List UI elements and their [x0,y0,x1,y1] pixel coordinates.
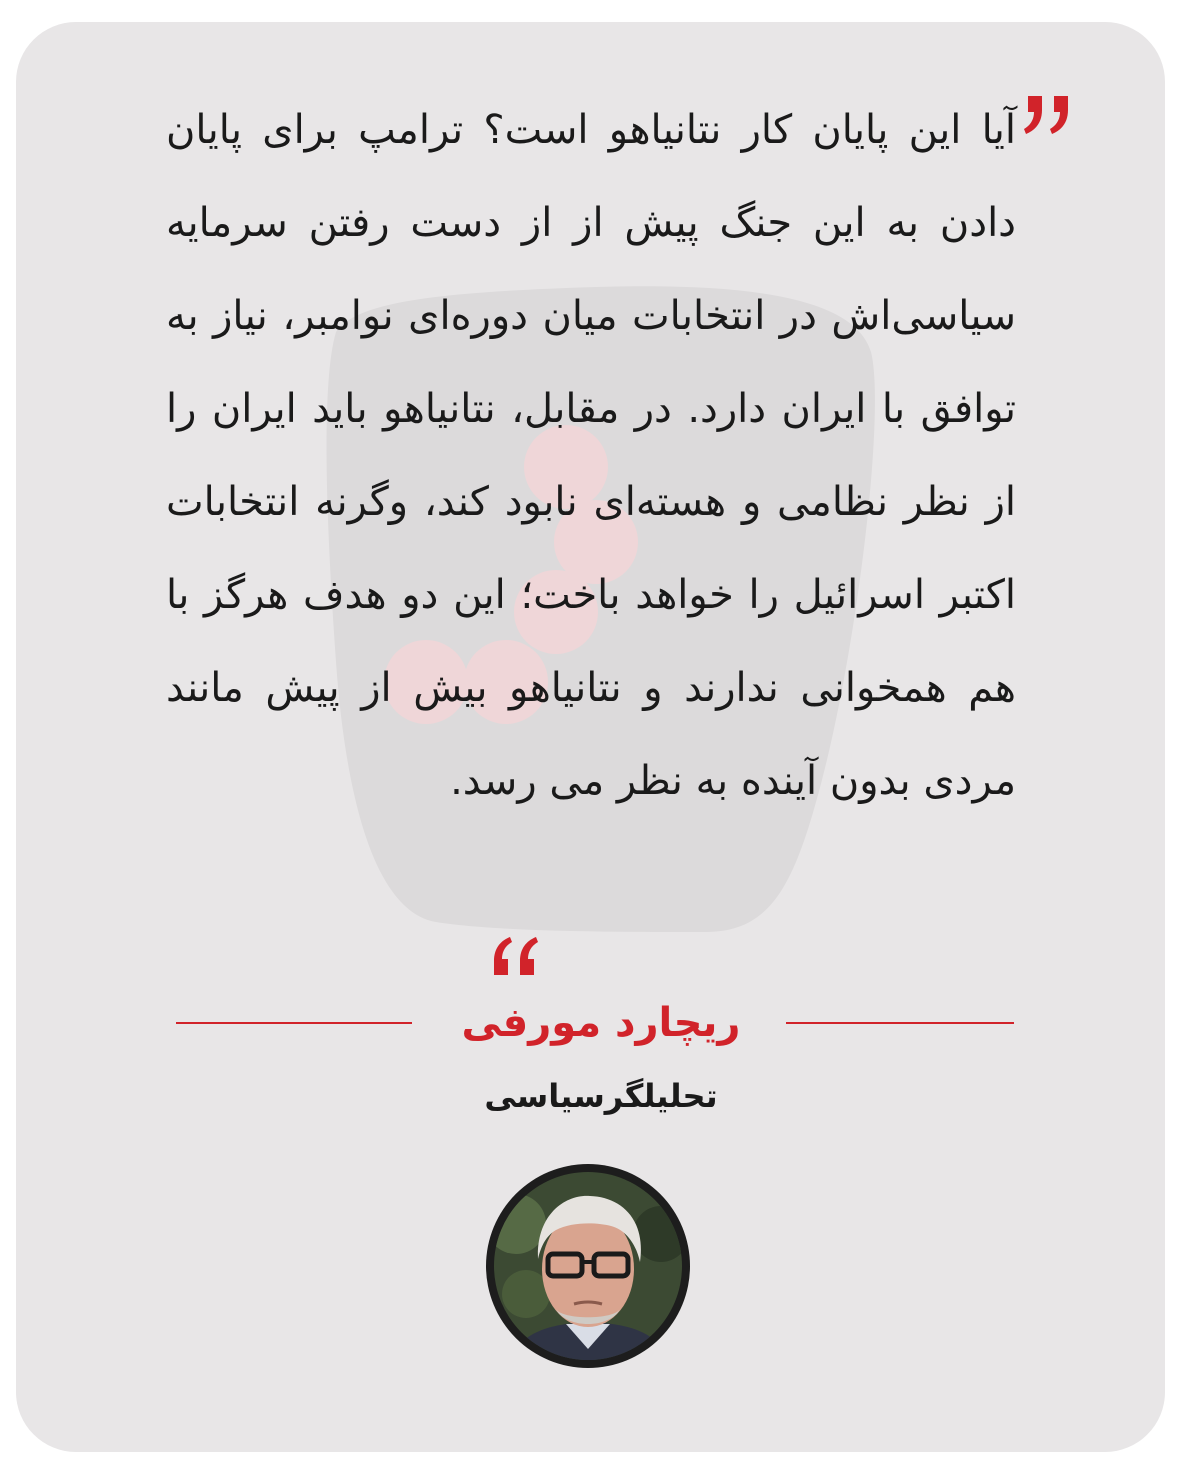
quote-close-icon [484,927,544,987]
author-name: ریچارد مورفی [461,1000,741,1046]
quote-card [16,22,1165,1452]
quote-text: آیا این پایان کار نتانیاهو است؟ ترامپ برای پایان دادن به این جنگ پیش از از دست رفتن سرمایه سیاسی‌اش در انتخابات میان دوره‌ای نوامبر، نیاز به توافق با ایران دارد. در مقابل، نتانیاهو باید ایران را از نظر نظامی و هسته‌ای نابود کند، وگرنه انتخابات اکتبر اسرائیل را خواهد باخت؛ این دو هدف هرگز با هم همخوانی ندارند و نتانیاهو بیش از پیش مانند مردی بدون آینده به نظر می رسد. [166,107,1016,804]
divider-right [786,1022,1014,1024]
author-title: تحلیلگرسیاسی [484,1077,718,1115]
author-photo [486,1164,690,1368]
quote-open-icon [1018,84,1078,144]
divider-left [176,1022,412,1024]
